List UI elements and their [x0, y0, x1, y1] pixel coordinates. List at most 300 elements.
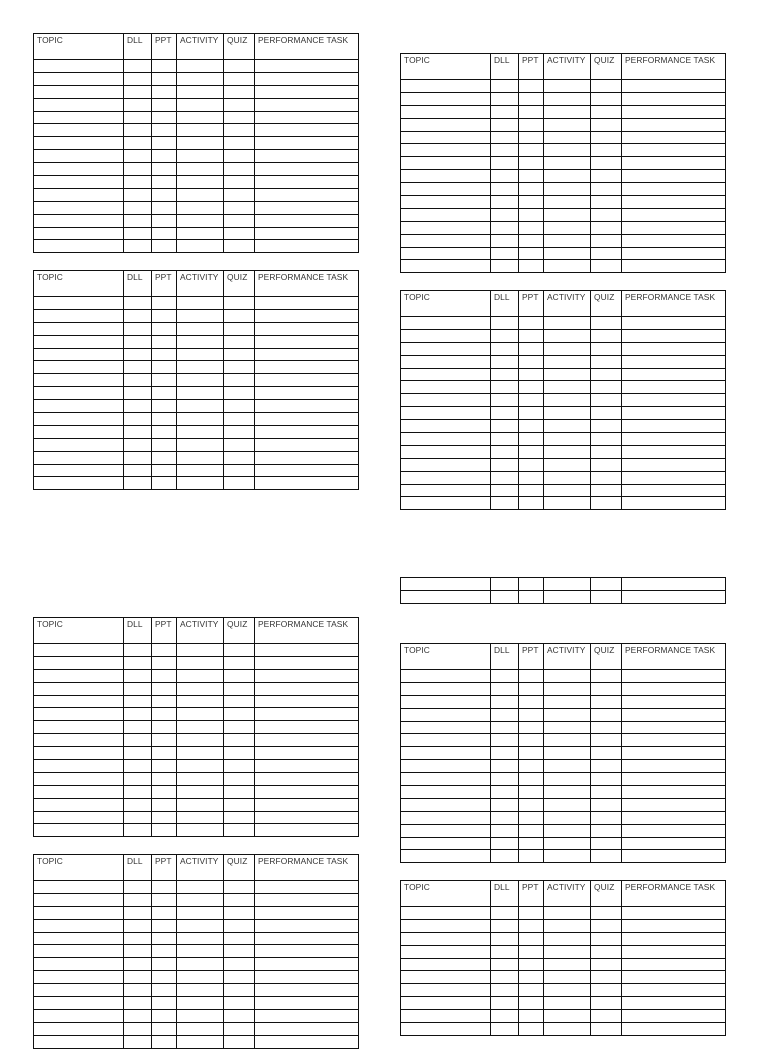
cell-dll — [124, 60, 152, 73]
table-row — [34, 227, 359, 240]
table-row — [401, 695, 726, 708]
column-header-quiz: QUIZ — [224, 271, 255, 297]
cell-ppt — [519, 734, 544, 747]
checklist-table-left-2 — [33, 270, 359, 490]
table-row — [34, 374, 359, 387]
table-row — [34, 1022, 359, 1035]
table-row — [401, 381, 726, 394]
cell-activity — [177, 85, 224, 98]
cell-performance-task — [622, 747, 726, 760]
table-row — [34, 477, 359, 490]
cell-topic — [401, 721, 491, 734]
cell-topic — [401, 381, 491, 394]
table-row — [34, 214, 359, 227]
cell-quiz — [224, 669, 255, 682]
cell-quiz — [591, 317, 622, 330]
cell-performance-task — [255, 163, 359, 176]
cell-dll — [491, 984, 519, 997]
cell-dll — [491, 734, 519, 747]
cell-topic — [401, 342, 491, 355]
column-header-performance-task: PERFORMANCE TASK — [255, 618, 359, 644]
cell-dll — [124, 374, 152, 387]
cell-activity — [177, 695, 224, 708]
cell-performance-task — [255, 1009, 359, 1022]
cell-performance-task — [255, 98, 359, 111]
cell-dll — [124, 98, 152, 111]
cell-quiz — [591, 260, 622, 273]
table-row — [401, 247, 726, 260]
cell-performance-task — [622, 118, 726, 131]
cell-topic — [401, 773, 491, 786]
cell-topic — [34, 695, 124, 708]
cell-topic — [34, 824, 124, 837]
cell-quiz — [224, 124, 255, 137]
cell-dll — [124, 945, 152, 958]
cell-ppt — [519, 458, 544, 471]
table-row — [34, 695, 359, 708]
cell-ppt — [152, 958, 177, 971]
cell-topic — [401, 578, 491, 591]
cell-performance-task — [622, 445, 726, 458]
cell-quiz — [591, 578, 622, 591]
cell-topic — [34, 656, 124, 669]
cell-performance-task — [255, 734, 359, 747]
column-header-performance-task: PERFORMANCE TASK — [255, 271, 359, 297]
cell-activity — [177, 971, 224, 984]
cell-ppt — [152, 438, 177, 451]
table-row — [401, 342, 726, 355]
column-header-activity: ACTIVITY — [544, 644, 591, 670]
cell-performance-task — [622, 355, 726, 368]
cell-performance-task — [255, 451, 359, 464]
cell-topic — [34, 348, 124, 361]
cell-ppt — [519, 945, 544, 958]
cell-quiz — [224, 227, 255, 240]
cell-dll — [491, 971, 519, 984]
cell-topic — [401, 118, 491, 131]
cell-quiz — [591, 368, 622, 381]
table-row — [401, 734, 726, 747]
cell-quiz — [224, 785, 255, 798]
column-header-activity: ACTIVITY — [177, 271, 224, 297]
cell-performance-task — [255, 824, 359, 837]
cell-activity — [544, 945, 591, 958]
table-row — [401, 368, 726, 381]
cell-dll — [491, 837, 519, 850]
cell-activity — [177, 881, 224, 894]
cell-topic — [401, 945, 491, 958]
cell-performance-task — [255, 477, 359, 490]
cell-ppt — [519, 919, 544, 932]
checklist-table-right-1 — [400, 53, 726, 273]
cell-topic — [401, 420, 491, 433]
cell-topic — [34, 1035, 124, 1048]
cell-ppt — [152, 644, 177, 657]
table-row — [401, 484, 726, 497]
cell-activity — [544, 497, 591, 510]
cell-ppt — [152, 893, 177, 906]
cell-topic — [34, 137, 124, 150]
cell-performance-task — [255, 309, 359, 322]
cell-quiz — [591, 433, 622, 446]
cell-activity — [544, 708, 591, 721]
cell-activity — [177, 464, 224, 477]
cell-topic — [34, 425, 124, 438]
cell-ppt — [519, 971, 544, 984]
cell-ppt — [152, 150, 177, 163]
cell-activity — [177, 708, 224, 721]
cell-activity — [544, 221, 591, 234]
cell-quiz — [224, 98, 255, 111]
cell-topic — [401, 760, 491, 773]
table-row — [401, 118, 726, 131]
cell-dll — [124, 348, 152, 361]
cell-ppt — [519, 497, 544, 510]
cell-performance-task — [622, 721, 726, 734]
cell-topic — [401, 196, 491, 209]
cell-dll — [491, 919, 519, 932]
table-row — [401, 105, 726, 118]
table-row — [34, 297, 359, 310]
column-header-dll: DLL — [124, 271, 152, 297]
cell-quiz — [224, 240, 255, 253]
cell-dll — [124, 150, 152, 163]
cell-topic — [401, 355, 491, 368]
cell-quiz — [591, 945, 622, 958]
cell-topic — [401, 958, 491, 971]
cell-activity — [177, 919, 224, 932]
cell-ppt — [519, 445, 544, 458]
cell-ppt — [519, 381, 544, 394]
cell-dll — [491, 850, 519, 863]
cell-ppt — [152, 798, 177, 811]
cell-performance-task — [255, 214, 359, 227]
cell-ppt — [152, 682, 177, 695]
cell-ppt — [519, 695, 544, 708]
table-row — [34, 881, 359, 894]
cell-activity — [544, 260, 591, 273]
table-row — [401, 445, 726, 458]
cell-performance-task — [255, 1022, 359, 1035]
cell-activity — [544, 997, 591, 1010]
cell-ppt — [519, 932, 544, 945]
cell-ppt — [152, 322, 177, 335]
cell-ppt — [152, 669, 177, 682]
cell-quiz — [224, 176, 255, 189]
table-row — [34, 893, 359, 906]
column-header-topic: TOPIC — [34, 34, 124, 60]
cell-performance-task — [255, 124, 359, 137]
cell-topic — [34, 932, 124, 945]
cell-performance-task — [622, 497, 726, 510]
cell-topic — [401, 221, 491, 234]
column-header-activity: ACTIVITY — [544, 291, 591, 317]
cell-quiz — [591, 695, 622, 708]
cell-activity — [177, 760, 224, 773]
cell-ppt — [152, 656, 177, 669]
cell-activity — [544, 721, 591, 734]
cell-activity — [177, 682, 224, 695]
cell-quiz — [591, 773, 622, 786]
cell-topic — [401, 811, 491, 824]
cell-quiz — [591, 234, 622, 247]
cell-quiz — [591, 590, 622, 603]
cell-dll — [491, 578, 519, 591]
cell-ppt — [152, 309, 177, 322]
cell-dll — [124, 785, 152, 798]
cell-quiz — [224, 721, 255, 734]
cell-ppt — [519, 157, 544, 170]
cell-ppt — [519, 407, 544, 420]
cell-ppt — [152, 124, 177, 137]
cell-topic — [401, 317, 491, 330]
cell-topic — [34, 906, 124, 919]
cell-quiz — [224, 906, 255, 919]
cell-ppt — [519, 997, 544, 1010]
cell-topic — [34, 361, 124, 374]
cell-quiz — [224, 772, 255, 785]
cell-performance-task — [622, 945, 726, 958]
header-row — [401, 54, 726, 80]
cell-ppt — [152, 348, 177, 361]
cell-quiz — [591, 394, 622, 407]
table-row — [401, 984, 726, 997]
cell-activity — [544, 433, 591, 446]
cell-ppt — [519, 368, 544, 381]
cell-activity — [544, 984, 591, 997]
cell-performance-task — [622, 958, 726, 971]
table-row — [34, 1009, 359, 1022]
cell-topic — [401, 183, 491, 196]
cell-performance-task — [255, 240, 359, 253]
cell-dll — [491, 907, 519, 920]
cell-ppt — [519, 760, 544, 773]
cell-topic — [401, 907, 491, 920]
cell-quiz — [591, 208, 622, 221]
cell-dll — [124, 958, 152, 971]
cell-performance-task — [255, 747, 359, 760]
cell-dll — [491, 471, 519, 484]
cell-dll — [491, 445, 519, 458]
cell-dll — [124, 1022, 152, 1035]
cell-ppt — [152, 240, 177, 253]
cell-topic — [34, 798, 124, 811]
cell-ppt — [152, 945, 177, 958]
cell-quiz — [224, 893, 255, 906]
cell-topic — [34, 945, 124, 958]
cell-performance-task — [255, 721, 359, 734]
cell-ppt — [152, 387, 177, 400]
table-row — [34, 721, 359, 734]
cell-quiz — [591, 850, 622, 863]
cell-activity — [544, 971, 591, 984]
cell-dll — [124, 176, 152, 189]
cell-ppt — [519, 907, 544, 920]
cell-quiz — [591, 1010, 622, 1023]
cell-activity — [177, 932, 224, 945]
table-row — [401, 811, 726, 824]
cell-activity — [544, 183, 591, 196]
cell-performance-task — [255, 335, 359, 348]
cell-quiz — [591, 734, 622, 747]
cell-performance-task — [622, 131, 726, 144]
table-row — [401, 420, 726, 433]
cell-dll — [124, 893, 152, 906]
cell-quiz — [591, 196, 622, 209]
cell-topic — [34, 919, 124, 932]
cell-dll — [124, 297, 152, 310]
cell-quiz — [224, 451, 255, 464]
cell-performance-task — [255, 438, 359, 451]
cell-dll — [124, 772, 152, 785]
cell-topic — [401, 157, 491, 170]
cell-topic — [401, 247, 491, 260]
table-row — [34, 111, 359, 124]
cell-topic — [34, 240, 124, 253]
cell-ppt — [152, 214, 177, 227]
column-header-ppt: PPT — [152, 271, 177, 297]
cell-dll — [124, 798, 152, 811]
table-row — [401, 907, 726, 920]
cell-dll — [491, 747, 519, 760]
cell-performance-task — [622, 682, 726, 695]
cell-quiz — [591, 105, 622, 118]
cell-quiz — [224, 374, 255, 387]
cell-performance-task — [622, 420, 726, 433]
cell-dll — [491, 670, 519, 683]
cell-topic — [34, 387, 124, 400]
cell-performance-task — [622, 786, 726, 799]
cell-performance-task — [255, 400, 359, 413]
cell-activity — [177, 734, 224, 747]
table-row — [401, 670, 726, 683]
cell-dll — [124, 201, 152, 214]
cell-performance-task — [622, 760, 726, 773]
cell-performance-task — [255, 297, 359, 310]
cell-performance-task — [255, 772, 359, 785]
table-row — [401, 80, 726, 93]
cell-quiz — [591, 984, 622, 997]
cell-ppt — [519, 144, 544, 157]
cell-ppt — [152, 413, 177, 426]
cell-activity — [544, 590, 591, 603]
cell-topic — [401, 708, 491, 721]
cell-quiz — [224, 1022, 255, 1035]
cell-performance-task — [255, 60, 359, 73]
cell-quiz — [224, 932, 255, 945]
column-header-quiz: QUIZ — [591, 881, 622, 907]
column-header-activity: ACTIVITY — [177, 34, 224, 60]
cell-activity — [177, 945, 224, 958]
cell-quiz — [591, 221, 622, 234]
cell-performance-task — [622, 368, 726, 381]
cell-dll — [491, 355, 519, 368]
column-header-quiz: QUIZ — [591, 644, 622, 670]
cell-topic — [401, 798, 491, 811]
cell-dll — [124, 438, 152, 451]
cell-topic — [401, 984, 491, 997]
column-header-performance-task: PERFORMANCE TASK — [622, 881, 726, 907]
table-row — [34, 85, 359, 98]
cell-ppt — [152, 971, 177, 984]
cell-dll — [124, 387, 152, 400]
cell-quiz — [224, 682, 255, 695]
cell-quiz — [224, 747, 255, 760]
cell-ppt — [519, 1010, 544, 1023]
cell-dll — [124, 413, 152, 426]
cell-performance-task — [255, 932, 359, 945]
cell-activity — [177, 98, 224, 111]
cell-quiz — [224, 760, 255, 773]
cell-performance-task — [622, 80, 726, 93]
cell-quiz — [591, 420, 622, 433]
cell-activity — [544, 247, 591, 260]
table-row — [34, 906, 359, 919]
cell-ppt — [152, 297, 177, 310]
cell-ppt — [152, 721, 177, 734]
table-row — [34, 734, 359, 747]
cell-performance-task — [622, 590, 726, 603]
cell-dll — [124, 997, 152, 1010]
column-header-performance-task: PERFORMANCE TASK — [622, 291, 726, 317]
cell-performance-task — [255, 919, 359, 932]
table-row — [401, 329, 726, 342]
column-header-dll: DLL — [491, 291, 519, 317]
cell-dll — [124, 322, 152, 335]
table-row — [401, 721, 726, 734]
cell-quiz — [591, 355, 622, 368]
table-row — [34, 413, 359, 426]
cell-ppt — [519, 394, 544, 407]
cell-quiz — [224, 811, 255, 824]
cell-quiz — [224, 798, 255, 811]
cell-ppt — [152, 881, 177, 894]
cell-quiz — [591, 907, 622, 920]
table-row — [34, 984, 359, 997]
cell-quiz — [591, 458, 622, 471]
table-row — [401, 196, 726, 209]
cell-topic — [34, 958, 124, 971]
cell-topic — [401, 445, 491, 458]
cell-topic — [401, 208, 491, 221]
cell-quiz — [591, 798, 622, 811]
cell-topic — [34, 1022, 124, 1035]
cell-topic — [401, 747, 491, 760]
cell-activity — [177, 348, 224, 361]
table-row — [401, 1023, 726, 1036]
cell-topic — [34, 669, 124, 682]
cell-dll — [491, 484, 519, 497]
table-row — [34, 798, 359, 811]
cell-performance-task — [255, 111, 359, 124]
cell-ppt — [519, 221, 544, 234]
cell-topic — [401, 1023, 491, 1036]
cell-activity — [544, 170, 591, 183]
cell-quiz — [591, 247, 622, 260]
cell-ppt — [152, 111, 177, 124]
cell-activity — [544, 420, 591, 433]
cell-ppt — [152, 361, 177, 374]
cell-dll — [491, 708, 519, 721]
cell-quiz — [224, 695, 255, 708]
cell-performance-task — [255, 176, 359, 189]
cell-ppt — [152, 85, 177, 98]
cell-ppt — [519, 260, 544, 273]
cell-performance-task — [622, 433, 726, 446]
cell-ppt — [152, 137, 177, 150]
cell-activity — [177, 425, 224, 438]
cell-quiz — [591, 971, 622, 984]
